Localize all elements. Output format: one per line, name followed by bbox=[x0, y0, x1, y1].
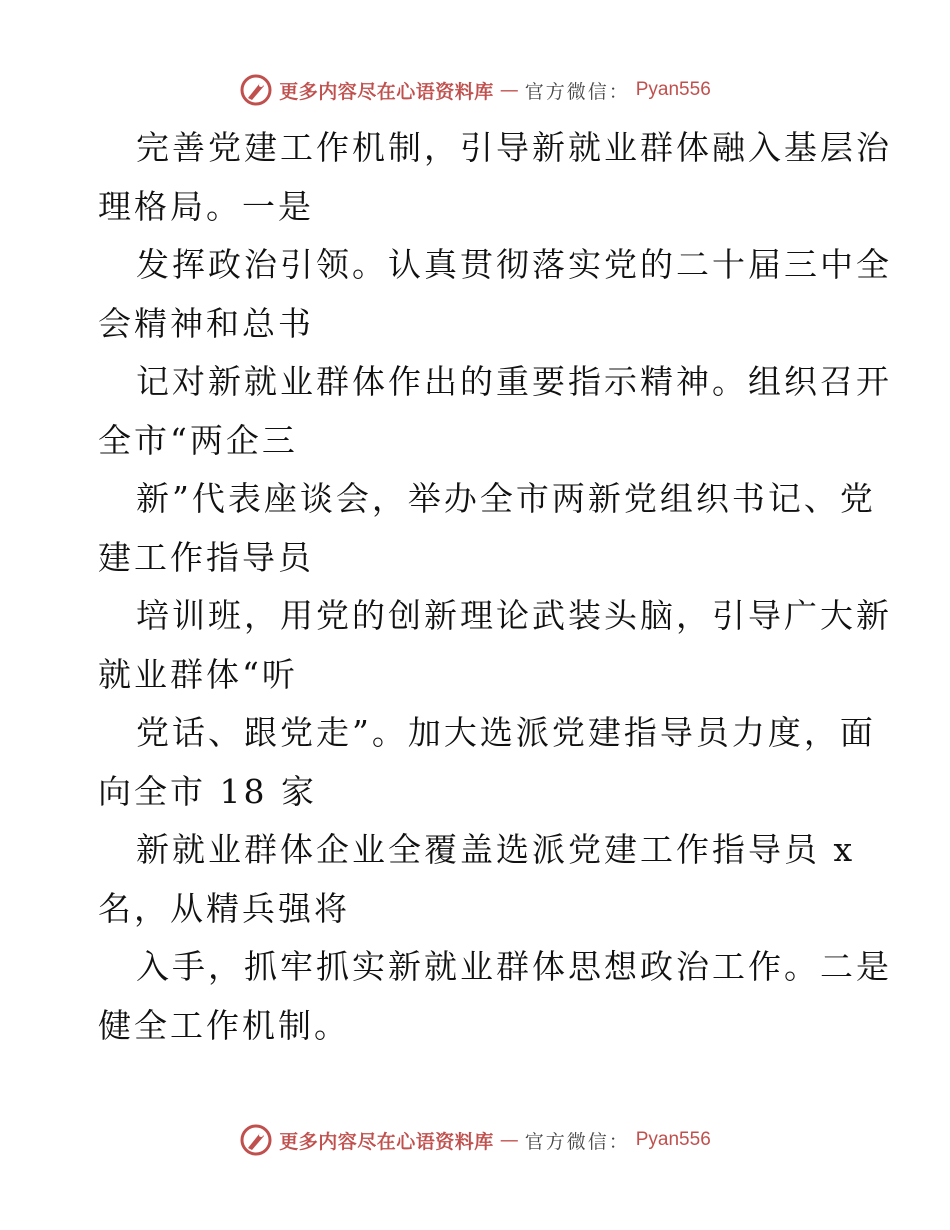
body-line: 名，从精兵强将 bbox=[98, 888, 350, 928]
body-line: 发挥政治引领。认真贯彻落实党的二十届三中全 bbox=[136, 245, 892, 284]
body-line: 向全市 18 家 bbox=[98, 771, 317, 811]
footer-separator: — bbox=[499, 1129, 519, 1151]
pen-nib-logo-icon bbox=[239, 73, 273, 107]
body-line: 建工作指导员 bbox=[98, 537, 314, 577]
body-line: 就业群体“听 bbox=[98, 654, 298, 694]
footer-wechat-label: 官方微信： bbox=[524, 1130, 630, 1153]
pen-nib-logo-icon bbox=[239, 1123, 273, 1157]
header-separator: — bbox=[499, 79, 519, 101]
body-line: 完善党建工作机制，引导新就业群体融入基层治 bbox=[136, 128, 892, 167]
header-wechat-label: 官方微信： bbox=[524, 80, 630, 103]
body-line: 党话、跟党走”。加大选派党建指导员力度，面 bbox=[136, 713, 876, 752]
footer-banner bbox=[0, 1120, 950, 1160]
body-line: 记对新就业群体作出的重要指示精神。组织召开 bbox=[136, 362, 892, 401]
footer-wechat-id: Pyan556 bbox=[635, 1129, 711, 1150]
header-banner bbox=[0, 70, 950, 110]
header-brand: 更多内容尽在心语资料库 bbox=[279, 80, 494, 103]
body-line: 健全工作机制。 bbox=[98, 1005, 350, 1045]
body-line: 理格局。一是 bbox=[98, 186, 314, 226]
body-line: 新就业群体企业全覆盖选派党建工作指导员 x bbox=[136, 830, 856, 869]
footer-brand: 更多内容尽在心语资料库 bbox=[279, 1130, 494, 1153]
body-line: 新”代表座谈会，举办全市两新党组织书记、党 bbox=[136, 479, 876, 518]
body-line: 入手，抓牢抓实新就业群体思想政治工作。二是 bbox=[136, 947, 892, 986]
body-line: 全市“两企三 bbox=[98, 420, 298, 460]
header-wechat-id: Pyan556 bbox=[635, 79, 711, 100]
document-body bbox=[98, 119, 892, 1055]
body-line: 培训班，用党的创新理论武装头脑，引导广大新 bbox=[136, 596, 892, 635]
body-line: 会精神和总书 bbox=[98, 303, 314, 343]
